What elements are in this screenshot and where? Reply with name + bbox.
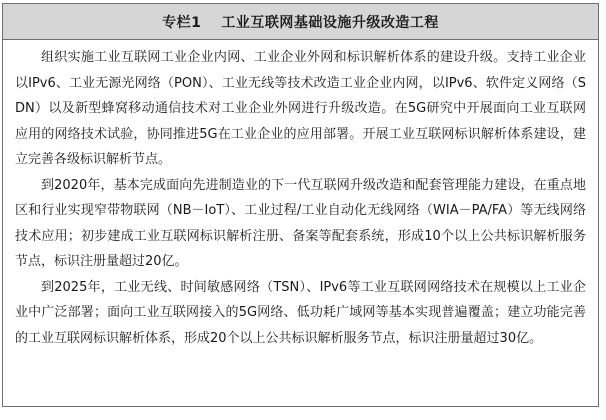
column-label: 专栏1	[162, 14, 202, 31]
paragraph-2025-goal: 到2025年，工业无线、时间敏感网络（TSN）、IPv6等工业互联网网络技术在规模以上工业企业中广泛部署；面向工业互联网接入的5G网络、低功耗广域网等基本实现普遍覆盖；建立功能完善的工业互联网标识解析体系，形成20个以上公共标识解析服务节点，标识注册量超过30亿。	[15, 279, 586, 346]
column-box	[2, 3, 599, 407]
paragraph-overview: 组织实施工业互联网工业企业内网、工业企业外网和标识解析体系的建设升级。支持工业企业以IPv6、工业无源光网络（PON）、工业无线等技术改造工业企业内网，以IPv6、软件定义网络（SDN）以及新型蜂窝移动通信技术对工业企业外网进行升级改造。在5G研究中开展面向工业互联网应用的网络技术试验，协同推进5G在工业企业的应用部署。开展工业互联网标识解析体系建设，建立完善各级标识解析节点。	[15, 50, 586, 167]
column-header	[3, 4, 598, 40]
column-title: 工业互联网基础设施升级改造工程	[221, 14, 439, 31]
paragraph-2020-goal: 到2020年，基本完成面向先进制造业的下一代互联网升级改造和配套管理能力建设，在重点地区和行业实现窄带物联网（NB－IoT）、工业过程/工业自动化无线网络（WIA－PA/FA）等无线网络技术应用；初步建成工业互联网标识解析注册、备案等配套系统，形成10个以上公共标识解析服务节点，标识注册量超过20亿。	[15, 177, 586, 269]
column-body	[3, 40, 598, 351]
